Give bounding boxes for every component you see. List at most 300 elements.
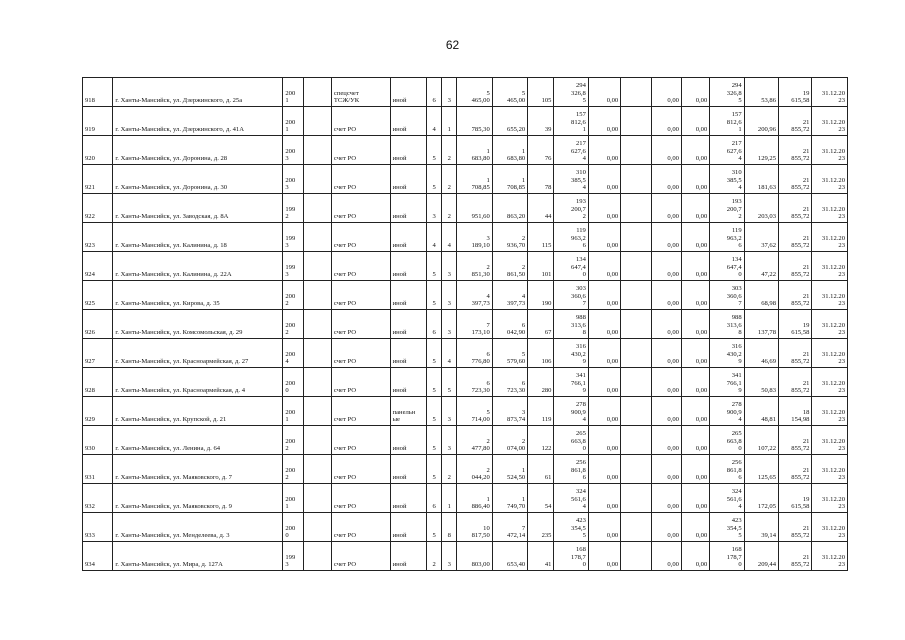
account-type-cell: счет РО [331,513,390,542]
living-area-cell: 1 708,85 [492,165,527,194]
owners-cost-cell: 316 430,2 9 [710,339,744,368]
address-cell: г. Ханты-Мансийск, ул. Дзержинского, д. 41А [113,107,283,136]
account-type-cell: счет РО [331,339,390,368]
unit-cost-cell: 200,96 [744,107,778,136]
floors-cell: 5 [427,513,442,542]
deadline-cell: 31.12.20 23 [812,78,848,107]
owners-cost-cell: 324 561,6 4 [710,484,744,513]
total-cost-cell: 256 861,8 6 [554,455,588,484]
entrances-cell: 4 [442,223,457,252]
total-area-cell: 6 723,30 [457,368,492,397]
owners-cost-cell: 256 861,8 6 [710,455,744,484]
deadline-cell: 31.12.20 23 [812,281,848,310]
region-cost-cell: 0,00 [651,513,681,542]
table-row [83,368,848,397]
living-area-cell: 1 524,50 [492,455,527,484]
living-area-cell: 653,40 [492,542,527,571]
municipal-cost-cell: 0,00 [681,513,709,542]
max-cost-cell: 21 855,72 [779,281,812,310]
unit-cost-cell: 125,65 [744,455,778,484]
account-type-cell: спецсчет ТСЖ/УК [331,78,390,107]
extra-cell [303,223,331,252]
entrances-cell: 1 [442,484,457,513]
wall-material-cell: панельн ые [390,397,426,426]
max-cost-cell: 18 154,98 [779,397,812,426]
total-cost-cell: 168 178,7 0 [554,542,588,571]
residents-cell: 235 [528,513,554,542]
empty-cost-cell [621,310,651,339]
table-row [83,513,848,542]
table-row [83,281,848,310]
address-cell: г. Ханты-Мансийск, ул. Калинина, д. 18 [113,223,283,252]
entrances-cell: 3 [442,310,457,339]
extra-cell [303,397,331,426]
row-number: 932 [83,484,113,513]
municipal-cost-cell: 0,00 [681,78,709,107]
fund-cost-cell: 0,00 [588,484,620,513]
deadline-cell: 31.12.20 23 [812,252,848,281]
empty-cost-cell [621,252,651,281]
row-number: 918 [83,78,113,107]
address-cell: г. Ханты-Мансийск, ул. Красноармейская, д. 27 [113,339,283,368]
living-area-cell: 4 397,73 [492,281,527,310]
extra-cell [303,252,331,281]
entrances-cell: 3 [442,542,457,571]
extra-cell [303,136,331,165]
total-area-cell: 10 817,50 [457,513,492,542]
row-number: 925 [83,281,113,310]
residents-cell: 115 [528,223,554,252]
total-area-cell: 1 683,80 [457,136,492,165]
row-number: 930 [83,426,113,455]
address-cell: г. Ханты-Мансийск, ул. Ленина, д. 64 [113,426,283,455]
municipal-cost-cell: 0,00 [681,339,709,368]
fund-cost-cell: 0,00 [588,339,620,368]
residents-cell: 119 [528,397,554,426]
max-cost-cell: 19 615,58 [779,310,812,339]
residents-cell: 190 [528,281,554,310]
fund-cost-cell: 0,00 [588,513,620,542]
row-number: 927 [83,339,113,368]
unit-cost-cell: 209,44 [744,542,778,571]
entrances-cell: 4 [442,339,457,368]
unit-cost-cell: 203,03 [744,194,778,223]
wall-material-cell: иной [390,223,426,252]
max-cost-cell: 21 855,72 [779,252,812,281]
unit-cost-cell: 50,83 [744,368,778,397]
address-cell: г. Ханты-Мансийск, ул. Маяковского, д. 7 [113,455,283,484]
living-area-cell: 5 465,00 [492,78,527,107]
row-number: 928 [83,368,113,397]
deadline-cell: 31.12.20 23 [812,513,848,542]
owners-cost-cell: 988 313,6 8 [710,310,744,339]
living-area-cell: 1 683,80 [492,136,527,165]
max-cost-cell: 21 855,72 [779,426,812,455]
fund-cost-cell: 0,00 [588,397,620,426]
fund-cost-cell: 0,00 [588,223,620,252]
total-area-cell: 6 776,80 [457,339,492,368]
year-cell: 200 2 [283,455,303,484]
max-cost-cell: 21 855,72 [779,223,812,252]
total-area-cell: 3 189,10 [457,223,492,252]
total-cost-cell: 316 430,2 9 [554,339,588,368]
total-cost-cell: 217 627,6 4 [554,136,588,165]
account-type-cell: счет РО [331,223,390,252]
deadline-cell: 31.12.20 23 [812,397,848,426]
max-cost-cell: 21 855,72 [779,513,812,542]
year-cell: 200 3 [283,165,303,194]
total-cost-cell: 134 647,4 0 [554,252,588,281]
wall-material-cell: иной [390,252,426,281]
residents-cell: 39 [528,107,554,136]
address-cell: г. Ханты-Мансийск, ул. Маяковского, д. 9 [113,484,283,513]
municipal-cost-cell: 0,00 [681,281,709,310]
total-cost-cell: 119 963,2 6 [554,223,588,252]
empty-cost-cell [621,194,651,223]
municipal-cost-cell: 0,00 [681,368,709,397]
residents-cell: 54 [528,484,554,513]
entrances-cell: 8 [442,513,457,542]
row-number: 921 [83,165,113,194]
region-cost-cell: 0,00 [651,397,681,426]
region-cost-cell: 0,00 [651,281,681,310]
address-cell: г. Ханты-Мансийск, ул. Красноармейская, д. 4 [113,368,283,397]
empty-cost-cell [621,223,651,252]
account-type-cell: счет РО [331,397,390,426]
empty-cost-cell [621,78,651,107]
deadline-cell: 31.12.20 23 [812,310,848,339]
municipal-cost-cell: 0,00 [681,310,709,339]
wall-material-cell: иной [390,78,426,107]
max-cost-cell: 21 855,72 [779,165,812,194]
row-number: 919 [83,107,113,136]
address-cell: г. Ханты-Мансийск, ул. Крупской, д. 21 [113,397,283,426]
fund-cost-cell: 0,00 [588,78,620,107]
owners-cost-cell: 168 178,7 0 [710,542,744,571]
table-row [83,339,848,368]
region-cost-cell: 0,00 [651,542,681,571]
region-cost-cell: 0,00 [651,136,681,165]
address-cell: г. Ханты-Мансийск, ул. Комсомольская, д. 29 [113,310,283,339]
row-number: 920 [83,136,113,165]
row-number: 931 [83,455,113,484]
total-cost-cell: 988 313,6 8 [554,310,588,339]
entrances-cell: 2 [442,136,457,165]
residents-cell: 101 [528,252,554,281]
fund-cost-cell: 0,00 [588,194,620,223]
owners-cost-cell: 119 963,2 6 [710,223,744,252]
empty-cost-cell [621,368,651,397]
municipal-cost-cell: 0,00 [681,194,709,223]
fund-cost-cell: 0,00 [588,310,620,339]
total-area-cell: 2 477,80 [457,426,492,455]
table-row [83,397,848,426]
deadline-cell: 31.12.20 23 [812,339,848,368]
deadline-cell: 31.12.20 23 [812,542,848,571]
empty-cost-cell [621,397,651,426]
residents-cell: 76 [528,136,554,165]
max-cost-cell: 21 855,72 [779,136,812,165]
floors-cell: 5 [427,397,442,426]
extra-cell [303,194,331,223]
total-area-cell: 1 886,40 [457,484,492,513]
extra-cell [303,426,331,455]
floors-cell: 5 [427,136,442,165]
floors-cell: 4 [427,107,442,136]
row-number: 934 [83,542,113,571]
account-type-cell: счет РО [331,107,390,136]
region-cost-cell: 0,00 [651,107,681,136]
year-cell: 200 2 [283,281,303,310]
residents-cell: 78 [528,165,554,194]
floors-cell: 3 [427,194,442,223]
deadline-cell: 31.12.20 23 [812,223,848,252]
floors-cell: 5 [427,455,442,484]
wall-material-cell: иной [390,368,426,397]
max-cost-cell: 21 855,72 [779,542,812,571]
total-area-cell: 2 044,20 [457,455,492,484]
total-area-cell: 803,00 [457,542,492,571]
wall-material-cell: иной [390,165,426,194]
table-row [83,455,848,484]
municipal-cost-cell: 0,00 [681,455,709,484]
wall-material-cell: иной [390,455,426,484]
municipal-cost-cell: 0,00 [681,542,709,571]
unit-cost-cell: 129,25 [744,136,778,165]
wall-material-cell: иной [390,194,426,223]
owners-cost-cell: 217 627,6 4 [710,136,744,165]
wall-material-cell: иной [390,339,426,368]
residents-cell: 67 [528,310,554,339]
floors-cell: 6 [427,310,442,339]
living-area-cell: 6 042,90 [492,310,527,339]
total-area-cell: 5 714,00 [457,397,492,426]
wall-material-cell: иной [390,542,426,571]
living-area-cell: 5 579,60 [492,339,527,368]
living-area-cell: 2 861,50 [492,252,527,281]
unit-cost-cell: 137,78 [744,310,778,339]
floors-cell: 5 [427,368,442,397]
region-cost-cell: 0,00 [651,368,681,397]
address-cell: г. Ханты-Мансийск, ул. Кирова, д. 35 [113,281,283,310]
fund-cost-cell: 0,00 [588,136,620,165]
living-area-cell: 655,20 [492,107,527,136]
fund-cost-cell: 0,00 [588,252,620,281]
year-cell: 200 3 [283,136,303,165]
table-row [83,484,848,513]
year-cell: 200 4 [283,339,303,368]
empty-cost-cell [621,281,651,310]
address-cell: г. Ханты-Мансийск, ул. Калинина, д. 22А [113,252,283,281]
total-area-cell: 7 173,10 [457,310,492,339]
deadline-cell: 31.12.20 23 [812,194,848,223]
row-number: 926 [83,310,113,339]
total-area-cell: 5 465,00 [457,78,492,107]
living-area-cell: 2 074,00 [492,426,527,455]
municipal-cost-cell: 0,00 [681,252,709,281]
account-type-cell: счет РО [331,310,390,339]
address-cell: г. Ханты-Мансийск, ул. Менделеева, д. 3 [113,513,283,542]
year-cell: 200 2 [283,426,303,455]
entrances-cell: 2 [442,194,457,223]
extra-cell [303,542,331,571]
residents-cell: 41 [528,542,554,571]
deadline-cell: 31.12.20 23 [812,107,848,136]
table-row [83,165,848,194]
table-row [83,136,848,165]
max-cost-cell: 19 615,58 [779,78,812,107]
empty-cost-cell [621,107,651,136]
account-type-cell: счет РО [331,368,390,397]
wall-material-cell: иной [390,484,426,513]
living-area-cell: 2 936,70 [492,223,527,252]
total-cost-cell: 193 200,7 2 [554,194,588,223]
unit-cost-cell: 68,98 [744,281,778,310]
empty-cost-cell [621,136,651,165]
total-cost-cell: 310 385,5 4 [554,165,588,194]
empty-cost-cell [621,455,651,484]
year-cell: 199 3 [283,223,303,252]
address-cell: г. Ханты-Мансийск, ул. Доронина, д. 28 [113,136,283,165]
municipal-cost-cell: 0,00 [681,484,709,513]
entrances-cell: 2 [442,455,457,484]
region-cost-cell: 0,00 [651,484,681,513]
total-cost-cell: 278 900,9 4 [554,397,588,426]
owners-cost-cell: 278 900,9 4 [710,397,744,426]
table-row [83,194,848,223]
floors-cell: 5 [427,165,442,194]
floors-cell: 2 [427,542,442,571]
fund-cost-cell: 0,00 [588,542,620,571]
owners-cost-cell: 157 812,6 1 [710,107,744,136]
year-cell: 200 0 [283,368,303,397]
max-cost-cell: 21 855,72 [779,194,812,223]
floors-cell: 6 [427,484,442,513]
table-row [83,542,848,571]
unit-cost-cell: 107,22 [744,426,778,455]
empty-cost-cell [621,339,651,368]
year-cell: 199 2 [283,194,303,223]
empty-cost-cell [621,165,651,194]
total-cost-cell: 423 354,5 5 [554,513,588,542]
municipal-cost-cell: 0,00 [681,165,709,194]
extra-cell [303,310,331,339]
table-row [83,426,848,455]
account-type-cell: счет РО [331,426,390,455]
municipal-cost-cell: 0,00 [681,426,709,455]
owners-cost-cell: 294 326,8 5 [710,78,744,107]
owners-cost-cell: 423 354,5 5 [710,513,744,542]
max-cost-cell: 21 855,72 [779,339,812,368]
address-cell: г. Ханты-Мансийск, ул. Мира, д. 127А [113,542,283,571]
extra-cell [303,281,331,310]
extra-cell [303,339,331,368]
fund-cost-cell: 0,00 [588,165,620,194]
row-number: 924 [83,252,113,281]
living-area-cell: 3 873,74 [492,397,527,426]
year-cell: 199 3 [283,252,303,281]
region-cost-cell: 0,00 [651,194,681,223]
residents-cell: 44 [528,194,554,223]
municipal-cost-cell: 0,00 [681,107,709,136]
region-cost-cell: 0,00 [651,165,681,194]
wall-material-cell: иной [390,136,426,165]
residents-cell: 280 [528,368,554,397]
table-row [83,310,848,339]
unit-cost-cell: 53,86 [744,78,778,107]
owners-cost-cell: 193 200,7 2 [710,194,744,223]
account-type-cell: счет РО [331,136,390,165]
region-cost-cell: 0,00 [651,78,681,107]
unit-cost-cell: 39,14 [744,513,778,542]
wall-material-cell: иной [390,281,426,310]
unit-cost-cell: 46,69 [744,339,778,368]
empty-cost-cell [621,484,651,513]
entrances-cell: 3 [442,78,457,107]
max-cost-cell: 19 615,58 [779,484,812,513]
entrances-cell: 3 [442,426,457,455]
owners-cost-cell: 310 385,5 4 [710,165,744,194]
row-number: 922 [83,194,113,223]
row-number: 923 [83,223,113,252]
unit-cost-cell: 37,62 [744,223,778,252]
address-cell: г. Ханты-Мансийск, ул. Доронина, д. 30 [113,165,283,194]
year-cell: 200 1 [283,484,303,513]
owners-cost-cell: 134 647,4 0 [710,252,744,281]
deadline-cell: 31.12.20 23 [812,455,848,484]
owners-cost-cell: 265 663,8 0 [710,426,744,455]
unit-cost-cell: 47,22 [744,252,778,281]
floors-cell: 6 [427,78,442,107]
address-cell: г. Ханты-Мансийск, ул. Дзержинского, д. 25а [113,78,283,107]
floors-cell: 4 [427,223,442,252]
account-type-cell: счет РО [331,252,390,281]
residents-cell: 105 [528,78,554,107]
total-cost-cell: 157 812,6 1 [554,107,588,136]
account-type-cell: счет РО [331,165,390,194]
owners-cost-cell: 341 766,1 9 [710,368,744,397]
total-area-cell: 4 397,73 [457,281,492,310]
total-cost-cell: 324 561,6 4 [554,484,588,513]
wall-material-cell: иной [390,310,426,339]
row-number: 929 [83,397,113,426]
account-type-cell: счет РО [331,281,390,310]
floors-cell: 5 [427,281,442,310]
region-cost-cell: 0,00 [651,310,681,339]
municipal-cost-cell: 0,00 [681,136,709,165]
fund-cost-cell: 0,00 [588,107,620,136]
deadline-cell: 31.12.20 23 [812,368,848,397]
living-area-cell: 7 472,14 [492,513,527,542]
residents-cell: 61 [528,455,554,484]
page-number: 62 [445,38,460,52]
account-type-cell: счет РО [331,484,390,513]
total-cost-cell: 265 663,8 0 [554,426,588,455]
year-cell: 199 3 [283,542,303,571]
region-cost-cell: 0,00 [651,252,681,281]
unit-cost-cell: 48,81 [744,397,778,426]
residents-cell: 122 [528,426,554,455]
extra-cell [303,107,331,136]
year-cell: 200 0 [283,513,303,542]
floors-cell: 5 [427,426,442,455]
floors-cell: 5 [427,252,442,281]
account-type-cell: счет РО [331,455,390,484]
deadline-cell: 31.12.20 23 [812,136,848,165]
extra-cell [303,368,331,397]
entrances-cell: 2 [442,165,457,194]
extra-cell [303,484,331,513]
